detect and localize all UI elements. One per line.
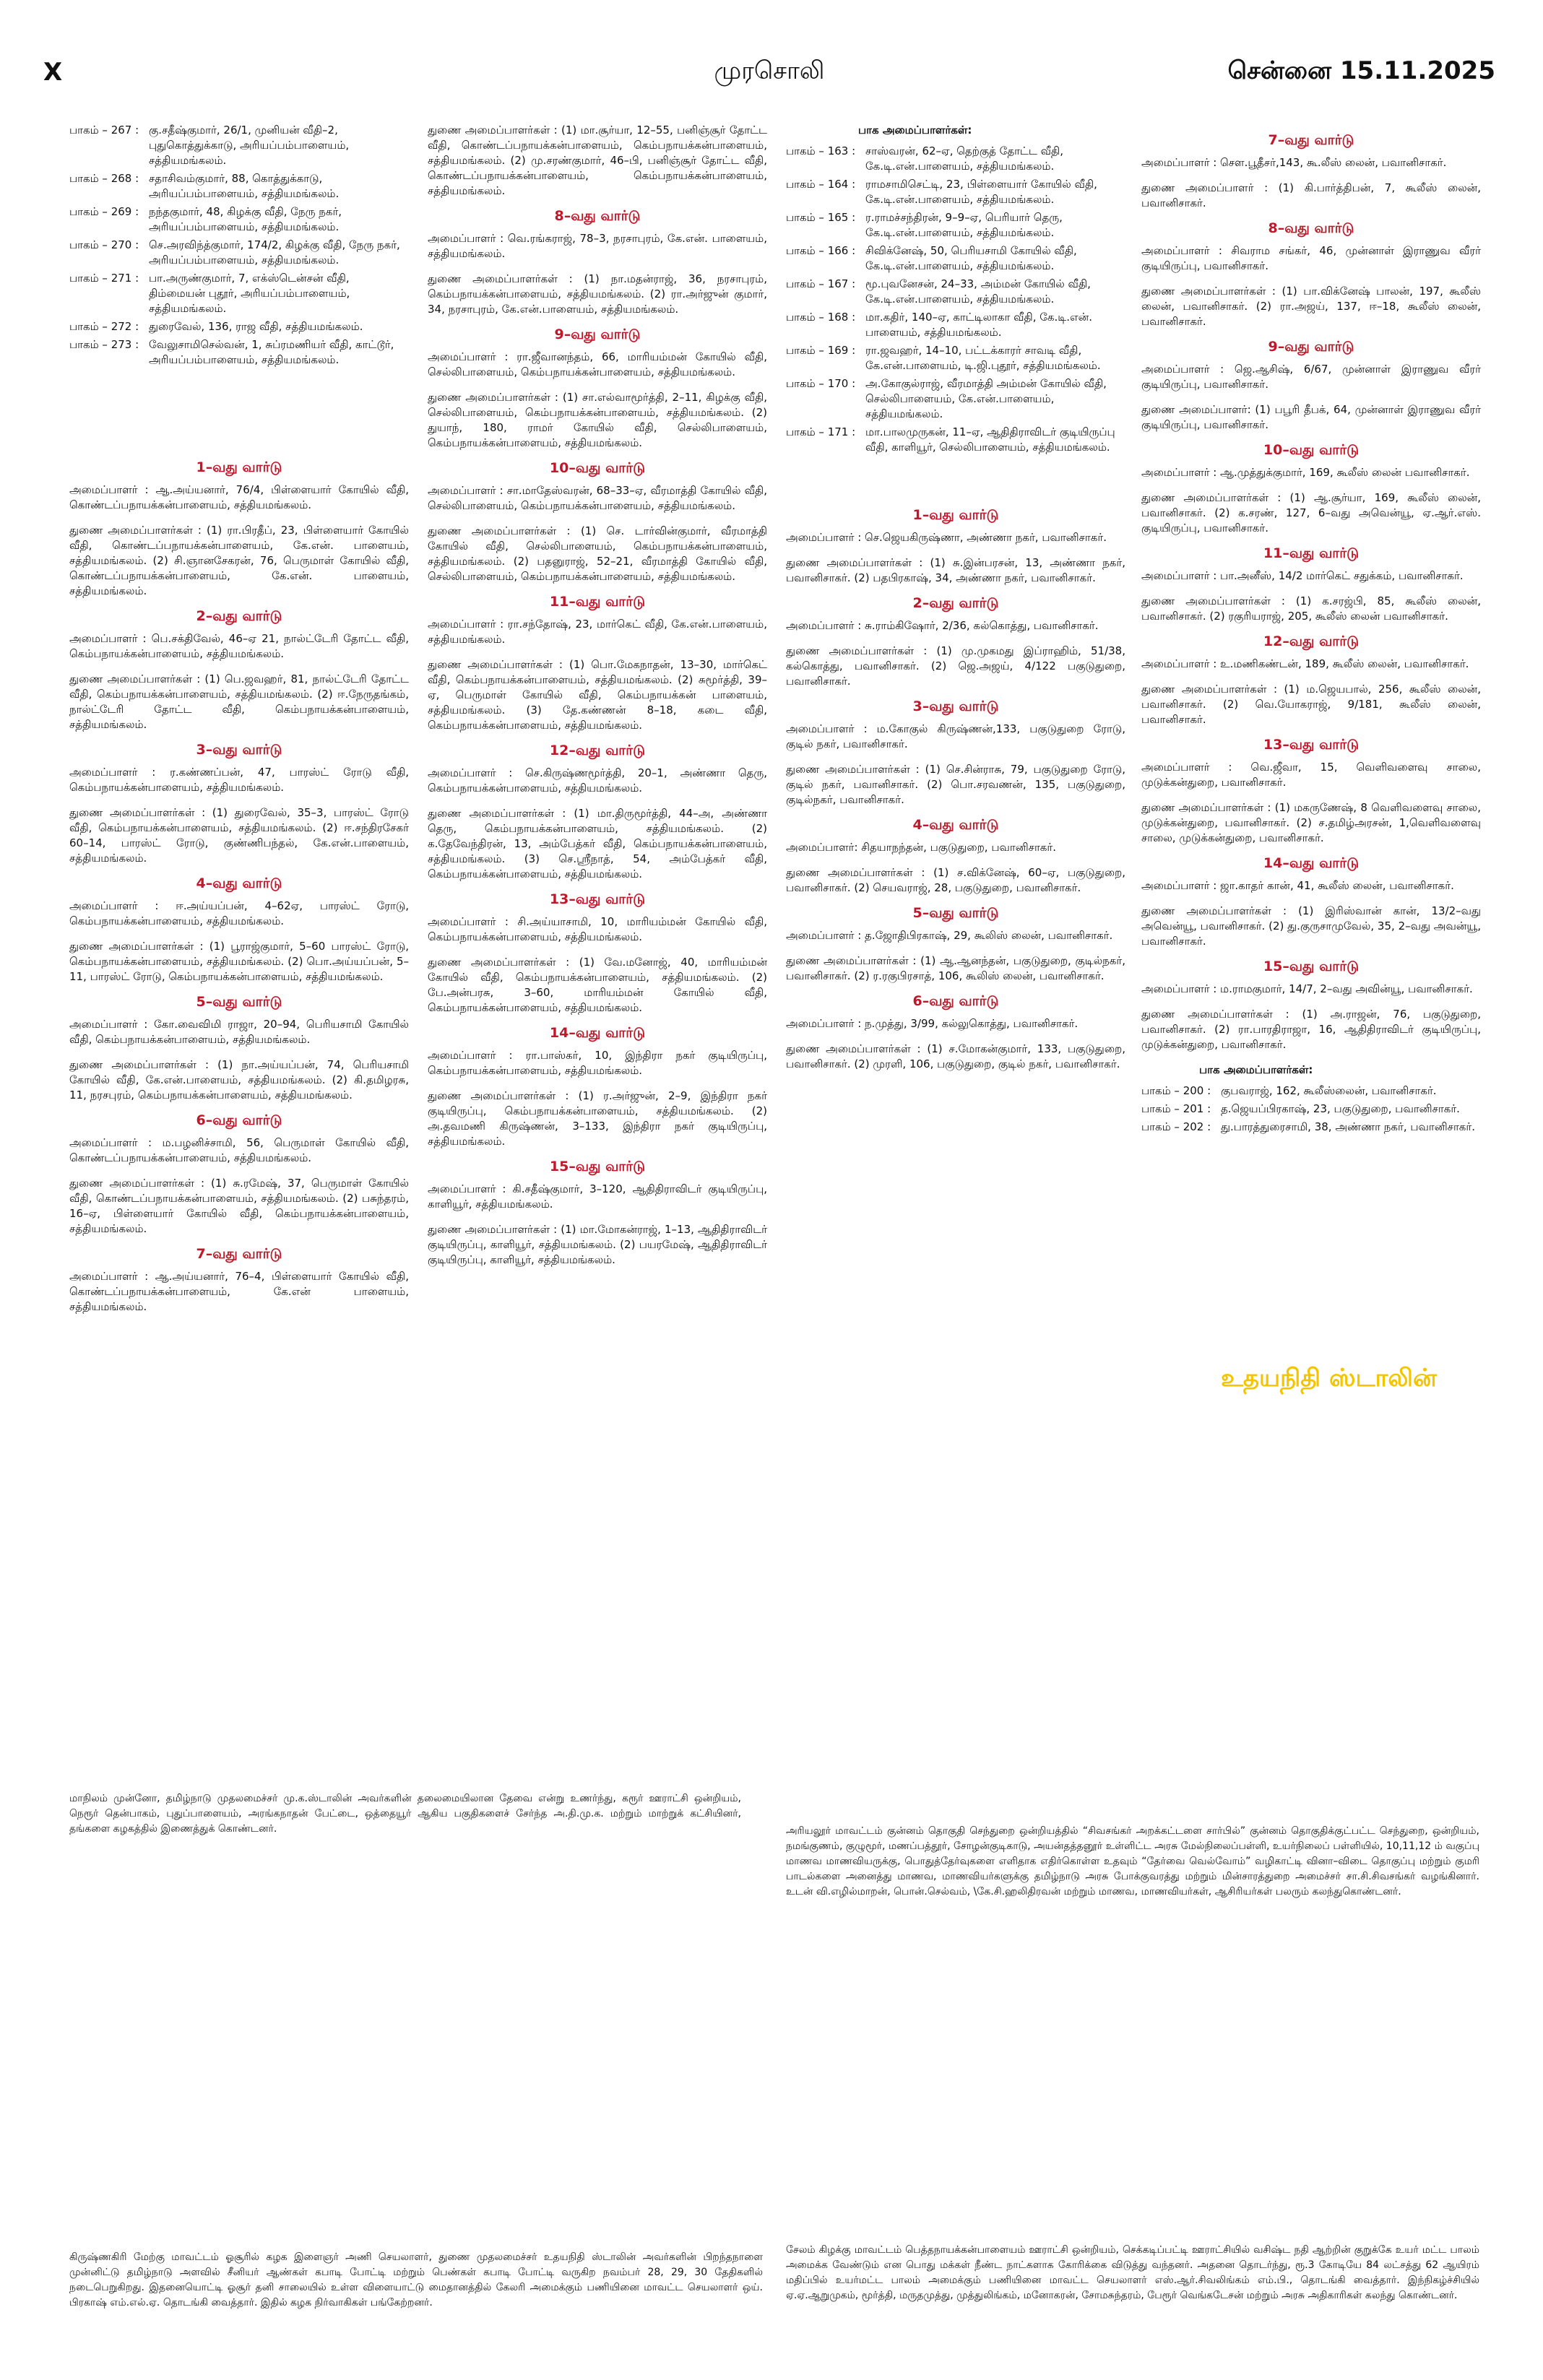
booth-organiser: ர.ராமச்சந்திரன், 9–9–ஏ, பெரியார் தெரு, கே.டி.என்.பாளையம், சத்தியமங்கலம். bbox=[865, 211, 1063, 239]
ward-organiser: அமைப்பாளர் : வெ.ஜீவா, 15, வெளிவளைவு சாலை, முடுக்கன்துறை, பவானிசாகர். bbox=[1141, 761, 1481, 789]
ward-title: 10–வது வார்டு bbox=[1263, 442, 1360, 458]
booth-organiser: வேலுசாமிசெல்வன், 1, சுப்ரமணியர் வீதி, காட்டூர், அரியப்பம்பாளையம், சத்தியமங்கலம். bbox=[149, 338, 394, 366]
ward-organiser: அமைப்பாளர் : ம.கோகுல் கிருஷ்ணன்,133, பகுடுதுறை ரோடு, குடில் நகர், பவானிசாகர். bbox=[786, 722, 1125, 750]
ward-organiser: அமைப்பாளர் : கி.சதீஷ்குமார், 3–120, ஆதிதிராவிடர் குடியிருப்பு, காளியூர், சத்தியமங்கலம். bbox=[428, 1182, 767, 1211]
ward-organiser: அமைப்பாளர் : ஆ.முத்துக்குமார், 169, கூலீஸ் லைன் பவானிசாகர். bbox=[1141, 466, 1470, 479]
booth-number: பாகம் – 164 : bbox=[786, 178, 856, 191]
ward-deputies: துணை அமைப்பாளர் : (1) கி.பார்த்திபன், 7, கூலீஸ் லைன், பவானிசாகர். bbox=[1141, 181, 1481, 209]
spacer bbox=[69, 371, 409, 450]
ward-title: 13–வது வார்டு bbox=[1263, 737, 1360, 753]
ward-title: 7–வது வார்டு bbox=[196, 1246, 282, 1262]
ward-title: 14–வது வார்டு bbox=[1263, 855, 1360, 871]
ward-list bbox=[786, 508, 1125, 1072]
ward-deputies: துணை அமைப்பாளர்கள் : (1) நா.அய்யப்பன், 74, பெரியசாமி கோயில் வீதி, கே.என்.பாளையம், சத்தியமங்கலம். (2) கி.தமிழரசு, 11, நரசபுரம், கெம்பநாயக்கன்பாளையம், சத்தியமங்கலம். bbox=[69, 1058, 409, 1102]
ward-deputies: துணை அமைப்பாளர்கள் : (1) ச.மோகன்குமார், 133, பகுடுதுறை, பவானிசாகர். (2) முரளி, 106, பகுடுதுறை, குடில் நகர், பவானிசாகர். bbox=[786, 1042, 1125, 1070]
ward-organiser: அமைப்பாளர் : ம.ராமகுமார், 14/7, 2–வது அவின்யூ, பவானிசாகர். bbox=[1141, 982, 1473, 995]
ward-organiser: அமைப்பாளர் : ரா.ஜீவானந்தம், 66, மாரியம்மன் கோயில் வீதி, செல்லிபாளையம், கெம்பநாயக்கன்பாளையம், சத்தியமங்கலம். bbox=[428, 350, 767, 378]
intro-paragraph: துணை அமைப்பாளர்கள் : (1) மா.சூர்யா, 12–55, பனிஞ்சூர் தோட்ட வீதி, கொண்டப்பநாயக்கன்பாளையம், கெம்பநாயக்கன்பாளையம், சத்தியமங்கலம். (2) மு.சரண்குமார், 46–பி, பனிஞ்சூர் தோட்ட வீதி, கொண்டப்பநாயக்கன்பாளையம், கெம்பநாயக்கன்பாளையம், சத்தியமங்கலம். bbox=[428, 124, 767, 197]
photo-caption: கிருஷ்ணகிரி மேற்கு மாவட்டம் ஓசூரில் கழக இளைஞர் அணி செயலாளர், துணை முதலமைச்சர் உதயநிதி ஸ்டாலின் அவர்களின் பிறந்தநாளை முன்னிட்டு தமிழ்நாடு அளவில் சீனியர் ஆண்கள் கபாடி போட்டி மற்றும் பெண்கள் கபாடி போட்டி வருகிற நவம்பர் 28, 29, 30 தேதிகளில் நடைபெறுகிறது. இதனையொட்டி ஓசூர் தனி சாலையில் உள்ள விளையாட்டு மைதானத்தில் கேலரி அமைக்கும் பணியினை மாவட்ட செயலாளர் ஒய். பிரகாஷ் எம்.எல்.ஏ. தொடங்கி வைத்தார். இதில் கழக நிர்வாகிகள் பங்கேற்றனர். bbox=[69, 2251, 763, 2308]
spacer bbox=[786, 458, 1125, 498]
ward-organiser: அமைப்பாளர் : உ.மணிகண்டன், 189, கூலீஸ் லைன், பவானிசாகர். bbox=[1141, 657, 1469, 670]
ward-title: 1–வது வார்டு bbox=[912, 507, 999, 523]
booth-organiser: மூ.புவனேசன், 24–33, அம்மன் கோயில் வீதி, கே.டி.என்.பாளையம், சத்தியமங்கலம். bbox=[865, 277, 1091, 306]
ward-deputies: துணை அமைப்பாளர்கள் : (1) மா.திருமூர்த்தி, 44–அ, அண்ணா தெரு, கெம்பநாயக்கன்பாளையம், சத்தியமங்கலம். (2) க.தேவேந்திரன், 13, அம்பேத்கர் வீதி, கெம்பநாயக்கன்பாளையம், சத்தியமங்கலம். (3) செ.ஸ்ரீநாத், 54, அம்பேத்கர் வீதி, கெம்பநாயக்கன்பாளையம், சத்தியமங்கலம். bbox=[428, 807, 767, 880]
ward-title: 5–வது வார்டு bbox=[196, 994, 282, 1010]
ward-organiser: அமைப்பாளர் : ஆ.அய்யனார், 76/4, பிள்ளையார் கோயில் வீதி, கொண்டப்பநாயக்கன்பாளையம், சத்தியமங்கலம். bbox=[69, 483, 409, 511]
ward-title: 14–வது வார்டு bbox=[549, 1025, 646, 1041]
ward-organiser: அமைப்பாளர் : ர.கண்ணப்பன், 47, பாரஸ்ட் ரோடு வீதி, கெம்பநாயக்கன்பாளையம், சத்தியமங்கலம். bbox=[69, 766, 409, 794]
booth-organiser: கு.சதீஷ்குமார், 26/1, முனியன் வீதி–2, புதுகொத்துக்காடு, அரியப்பம்பாளையம், சத்தியமங்கலம். bbox=[149, 124, 350, 167]
ward-organiser: அமைப்பாளர் : செ.கிருஷ்ணமூர்த்தி, 20–1, அண்ணா தெரு, கெம்பநாயக்கன்பாளையம், சத்தியமங்கலம். bbox=[428, 766, 767, 795]
ward-deputies: துணை அமைப்பாளர்கள் : (1) சு.ரமேஷ், 37, பெருமாள் கோயில் வீதி, கொண்டப்பநாயக்கன்பாளையம், சத்தியமங்கலம். (2) பசுந்தரம், 16–ஏ, பிள்ளையார் கோயில் வீதி, கெம்பநாயக்கன்பாளையம், சத்தியமங்கலம். bbox=[69, 1177, 409, 1235]
ward-organiser: அமைப்பாளர் : ஜெ.ஆசிஷ், 6/67, முன்னாள் இராணுவ வீரர் குடியிருப்பு, பவானிசாகர். bbox=[1141, 363, 1481, 391]
booth-row bbox=[786, 277, 1125, 307]
ward-deputies: துணை அமைப்பாளர்கள் : (1) துரைவேல், 35–3, பாரஸ்ட் ரோடு வீதி, கெம்பநாயக்கன்பாளையம், சத்தியமங்கலம். (2) ஈ.சந்திரசேகர் 60–14, பாரஸ்ட் ரோடு, குண்ணிபந்தல், கே.என்.பாளையம், சத்தியமங்கலம். bbox=[69, 806, 409, 865]
signature: உதயநிதி ஸ்டாலின் bbox=[1221, 1364, 1437, 1393]
ward-deputies: துணை அமைப்பாளர்கள் : (1) பா.விக்னேஷ் பாலன், 197, கூலீஸ் லைன், பவானிசாகர். (2) ரா.அஜய், 137, ஈ–18, கூலீஸ் லைன், பவானிசாகர். bbox=[1141, 285, 1481, 328]
ward-organiser: அமைப்பாளர் : செ.ஜெயகிருஷ்ணா, அண்ணா நகர், பவானிசாகர். bbox=[786, 531, 1107, 544]
booth-row bbox=[786, 425, 1125, 455]
ward-deputies: துணை அமைப்பாளர்கள் : (1) இரிஸ்வான் கான், 13/2–வது அவென்யூ, பவானிசாகர். (2) து.குருசாமுவேல், 35, 2–வது அவன்யூ, பவானிசாகர். bbox=[1141, 904, 1481, 948]
booth-row bbox=[786, 210, 1125, 241]
ward-deputies: துணை அமைப்பாளர்கள் : (1) பூராஜ்குமார், 5–60 பாரஸ்ட் ரோடு, கெம்பநாயக்கன்பாளையம், சத்தியமங்கலம். (2) பொ.அய்யப்பன், 5–11, பாரஸ்ட் ரோடு, கெம்பநாயக்கன்பாளையம், சத்தியமங்கலம். bbox=[69, 940, 409, 983]
ward-organiser: அமைப்பாளர் : பா.அனீஸ், 14/2 மார்கெட் சதுக்கம், பவானிசாகர். bbox=[1141, 569, 1464, 582]
booth-row bbox=[69, 337, 409, 368]
booth-number: பாகம் – 167 : bbox=[786, 277, 856, 290]
booth-row bbox=[786, 376, 1125, 422]
booth-organiser: நந்தகுமார், 48, கிழக்கு வீதி, நேரு நகர், அரியப்பம்பாளையம், சத்தியமங்கலம். bbox=[149, 205, 342, 233]
booth-number: பாகம் – 168 : bbox=[786, 311, 856, 324]
booth-row bbox=[69, 123, 409, 168]
ward-deputies: துணை அமைப்பாளர்கள் : (1) அ.ராஜன், 76, பகுடுதுறை, பவானிசாகர். (2) ரா.பாரதிராஜா, 16, ஆதிதிராவிடர் குடியிருப்பு, முடுக்கன்துறை, பவானிசாகர். bbox=[1141, 1008, 1481, 1051]
ward-deputies: துணை அமைப்பாளர்கள் : (1) செ. டார்வின்குமார், வீரமாத்தி கோயில் வீதி, செல்லிபாளையம், கெம்பநாயக்கன்பாளையம், சத்தியமங்கலம். (2) பதனுராஜ், 52–21, வீரமாத்தி கோயில் வீதி, செல்லிபாளையம், கெம்பநாயக்கன்பாளையம், சத்தியமங்கலம். bbox=[428, 524, 767, 583]
ward-deputies: துணை அமைப்பாளர்கள் : (1) மு.முகமது இப்ராஹிம், 51/38, கல்கொத்து, பவானிசாகர். (2) ஜெ.அஜய், 4/122 பகுடுதுறை, பவானிசாகர். bbox=[786, 644, 1125, 688]
ward-title: 4–வது வார்டு bbox=[912, 817, 999, 833]
ward-deputies: துணை அமைப்பாளர்கள் : (1) சு.இன்பரசன், 13, அண்ணா நகர், பவானிசாகர். (2) பதபிரகாஷ், 34, அண்ணா நகர், பவானிசாகர். bbox=[786, 556, 1125, 584]
ward-list bbox=[1141, 133, 1481, 1052]
booth-organiser: குபவராஜ், 162, கூலீஸ்லைன், பவானிசாகர். bbox=[1221, 1084, 1437, 1097]
ward-title: 1–வது வார்டு bbox=[196, 459, 282, 475]
booth-organiser: ராமசாமிசெட்டி, 23, பிள்ளையார் கோயில் வீதி, கே.டி.என்.பாளையம், சத்தியமங்கலம். bbox=[865, 178, 1097, 206]
booth-number: பாகம் – 200 : bbox=[1141, 1084, 1211, 1097]
booth-row bbox=[69, 204, 409, 235]
photo-caption: மாநிலம் முன்னோ, தமிழ்நாடு முதலமைச்சர் மு.க.ஸ்டாலின் அவர்களின் தலைமையிலான தேவை என்று உணர்ந்து, கரூர் ஊராட்சி ஒன்றியம், நெரூர் தென்பாகம், புதுப்பாளையம், அரங்கநாதன் பேட்டை, ஒத்தையூர் ஆகிய பகுதிகளைச் சேர்ந்த அ.தி.மு.க. மற்றும் மாற்றுக் கட்சியினர், தங்களை கழகத்தில் இணைத்துக் கொண்டனர். bbox=[69, 1793, 741, 1835]
booth-row bbox=[1141, 1120, 1481, 1135]
ward-title: 2–வது வார்டு bbox=[196, 608, 282, 624]
photo-caption: சேலம் கிழக்கு மாவட்டம் பெத்தநாயக்கன்பாளையம் ஊராட்சி ஒன்றியம், செக்கடிப்பட்டி ஊராட்சியில் வசிஷ்ட நதி ஆற்றின் குறுக்கே உயர் மட்ட பாலம் அமைக்க வேண்டும் என பொது மக்கள் நீண்ட நாட்களாக கோரிக்கை விடுத்து வந்தனர். அதனை தொடர்ந்து, ரூ.3 கோடியே 84 லட்சத்து 62 ஆயிரம் மதிப்பில் உயர்மட்ட பாலம் அமைக்கும் பணியினை மாவட்ட செயலாளர் எஸ்.ஆர்.சிவலிங்கம் எம்.பி., தொடங்கி வைத்தார். இந்நிகழ்ச்சியில் ஏ.ஏ.ஆறுமுகம், மூர்த்தி, மருதமுத்து, முத்துலிங்கம், மனோகரன், சோமசுந்தரம், பேரூர் வெங்கடேசன் மற்றும் அரசு அதிகாரிகள் கலந்து கொண்டனர். bbox=[786, 2244, 1479, 2301]
booth-number: பாகம் – 166 : bbox=[786, 244, 856, 257]
booth-organiser: துரைவேல், 136, ராஜ வீதி, சத்தியமங்கலம். bbox=[149, 320, 363, 333]
booth-organiser: செ.அரவிந்த்குமார், 174/2, கிழக்கு வீதி, நேரு நகர், அரியப்பம்பாளையம், சத்தியமங்கலம். bbox=[149, 238, 400, 267]
ward-title: 9–வது வார்டு bbox=[554, 326, 641, 342]
booth-number: பாகம் – 273 : bbox=[69, 338, 139, 351]
ward-deputies: துணை அமைப்பாளர்கள் : (1) ஆ.சூர்யா, 169, கூலீஸ் லைன், பவானிசாகர். (2) க.சரண், 127, 6–வது அவென்யூ, ஏ.ஆர்.எஸ். குடியிருப்பு, பவானிசாகர். bbox=[1141, 491, 1481, 535]
ward-deputies: துணை அமைப்பாளர்கள் : (1) ர.அர்ஜுன், 2–9, இந்திரா நகர் குடியிருப்பு, கெம்பநாயக்கன்பாளையம், சத்தியமங்கலம். (2) அ.தவமணி கிருஷ்ணன், 3–133, இந்திரா நகர் குடியிருப்பு, சத்தியமங்கலம். bbox=[428, 1089, 767, 1148]
newspaper-masthead: முரசொலி bbox=[714, 56, 825, 85]
ward-organiser: அமைப்பாளர் : சு.ராம்கிஷோர், 2/36, கல்கொத்து, பவானிசாகர். bbox=[786, 619, 1099, 632]
ward-organiser: அமைப்பாளர் : ரா.சந்தோஷ், 23, மார்கெட் வீதி, கே.என்.பாளையம், சத்தியமங்கலம். bbox=[428, 618, 767, 646]
booth-row bbox=[69, 319, 409, 334]
ward-organiser: அமைப்பாளர்: சிதயாநந்தன், பகுடுதுறை, பவானிசாகர். bbox=[786, 841, 1056, 854]
ward-organiser: அமைப்பாளர் : ந.முத்து, 3/99, கல்லுகொத்து, பவானிசாகர். bbox=[786, 1017, 1079, 1030]
ward-list bbox=[69, 460, 409, 1315]
booth-heading: பாக அமைப்பாளர்கள்: bbox=[1199, 1063, 1313, 1076]
booth-organiser: மா.கதிர், 140–ஏ, காட்டிலாகா வீதி, கே.டி.என். பாளையம், சத்தியமங்கலம். bbox=[865, 311, 1092, 339]
ward-title: 11–வது வார்டு bbox=[1263, 545, 1360, 561]
ward-deputies: துணை அமைப்பாளர்கள் : (1) ம.ஜெயபால், 256, கூலீஸ் லைன், பவானிசாகர். (2) வெ.யோகராஜ், 9/181, கூலீஸ் லைன், பவானிசாகர். bbox=[1141, 683, 1481, 726]
ward-organiser: அமைப்பாளர் : த.ஜோதிபிரகாஷ், 29, கூலிஸ் லைன், பவானிசாகர். bbox=[786, 929, 1113, 942]
ward-deputies: துணை அமைப்பாளர்கள் : (1) நா.மதன்ராஜ், 36, நரசாபுரம், கெம்பநாயக்கன்பாளையம், சத்தியமங்கலம். (2) ரா.அர்ஜுன் குமார், 34, நரசாபுரம், கே.என்.பாளையம், சத்தியமங்கலம். bbox=[428, 272, 767, 316]
ward-title: 12–வது வார்டு bbox=[1263, 633, 1360, 649]
booth-row bbox=[786, 343, 1125, 373]
booth-organiser: ரா.ஜவஹர், 14–10, பட்டக்காரர் சாவடி வீதி, கே.என்.பாளையம், டி.ஜி.புதூர், சத்தியமங்கலம். bbox=[865, 344, 1101, 372]
column-2 bbox=[428, 123, 767, 1278]
ward-title: 10–வது வார்டு bbox=[549, 460, 646, 476]
ward-organiser: அமைப்பாளர் : சிவராம சங்கர், 46, முன்னாள் இராணுவ வீரர் குடியிருப்பு, பவானிசாகர். bbox=[1141, 244, 1481, 272]
photo-caption: அரியலூர் மாவட்டம் குன்னம் தொகுதி செந்துறை ஒன்றியத்தில் “சிவசங்கர் அறக்கட்டளை சார்பில்” குன்னம் தொகுதிக்குட்பட்ட செந்துறை, ஒன்றியம், நமங்குணம், குழுமூர், மணப்பத்தூர், சோழன்குடிகாடு, அயன்தத்தனூர் உள்ளிட்ட அரசு மேல்நிலைப்பள்ளி, உயர்நிலைப் பள்ளியில், 10,11,12 ம் வகுப்பு மாணவ மாணவியருக்கு, பொதுத்தேர்வுகளை எளிதாக எதிர்கொள்ள உதவும் “தேர்வை வெல்வோம்” வழிகாட்டி வினா–விடை தொகுப்பு மற்றும் குமரி பாடல்களை அனைத்து மாணவ, மாணவியர்களுக்கு தமிழ்நாடு அரசு போக்குவரத்து மற்றும் மின்சாரத்துறை அமைச்சர் சா.சி.சிவசங்கர் வழங்கினார். உடன் வி.எழில்மாறன், பொன்.செல்வம், \கே.சி.ஹலிதிரவன் மற்றும் மாணவ, மாணவியர்கள், ஆசிரியர்கள் பலரும் கலந்துகொண்டனர். bbox=[786, 1825, 1479, 1897]
booth-number: பாகம் – 271 : bbox=[69, 272, 139, 285]
column-4 bbox=[1141, 123, 1481, 1138]
ward-organiser: அமைப்பாளர் : ஜா.காதர் கான், 41, கூலீஸ் லைன், பவானிசாகர். bbox=[1141, 879, 1454, 892]
booth-number: பாகம் – 267 : bbox=[69, 124, 139, 137]
booth-row bbox=[786, 310, 1125, 340]
newspaper-logo-icon: X bbox=[43, 58, 63, 87]
ward-title: 13–வது வார்டு bbox=[549, 891, 646, 907]
ward-deputies: துணை அமைப்பாளர்கள் : (1) செ.சின்ராசு, 79, பகுடுதுறை ரோடு, குடில் நகர், பவானிசாகர். (2) பொ.சரவணன், 135, பகுடுதுறை, குடில்நகர், பவானிசாகர். bbox=[786, 763, 1125, 806]
ward-deputies: துணை அமைப்பாளர்: (1) பபூரி தீபக், 64, முன்னாள் இராணுவ வீரர் குடியிருப்பு, பவானிசாகர். bbox=[1141, 403, 1481, 431]
column-1 bbox=[69, 123, 409, 1325]
ward-title: 15–வது வார்டு bbox=[549, 1159, 646, 1174]
booth-organiser: து.பாரத்துரைசாமி, 38, அண்ணா நகர், பவானிசாகர். bbox=[1221, 1120, 1475, 1133]
ward-organiser: அமைப்பாளர் : ஈ.அய்யப்பன், 4–62ஏ, பாரஸ்ட் ரோடு, கெம்பநாயக்கன்பாளையம், சத்தியமங்கலம். bbox=[69, 899, 409, 927]
booth-number: பாகம் – 170 : bbox=[786, 377, 856, 390]
ward-organiser: அமைப்பாளர் : ம.பழனிச்சாமி, 56, பெருமாள் கோயில் வீதி, கொண்டப்பநாயக்கன்பாளையம், சத்தியமங்கலம். bbox=[69, 1136, 409, 1164]
dateline: சென்னை 15.11.2025 bbox=[1227, 56, 1495, 85]
page-header bbox=[43, 51, 1495, 94]
ward-deputies: துணை அமைப்பாளர்கள் : (1) பெ.ஜவஹர், 81, நால்ட்டேரி தோட்ட வீதி, கெம்பநாயக்கன்பாளையம், சத்தியமங்கலம். (2) ஈ.நேருதங்கம், நால்ட்டேரி தோட்ட வீதி, கெம்பநாயக்கன்பாளையம், சத்தியமங்கலம். bbox=[69, 672, 409, 731]
booth-number: பாகம் – 169 : bbox=[786, 344, 856, 357]
booth-organiser: சதாசிவம்குமார், 88, கொத்துக்காடு, அரியப்பம்பாளையம், சத்தியமங்கலம். bbox=[149, 172, 340, 200]
booth-row bbox=[69, 171, 409, 202]
booth-row bbox=[1141, 1102, 1481, 1117]
booth-number: பாகம் – 202 : bbox=[1141, 1120, 1211, 1133]
ward-organiser: அமைப்பாளர் : ஆ.அய்யனார், 76–4, பிள்ளையார் கோயில் வீதி, கொண்டப்பநாயக்கன்பாளையம், கே.என் பாளையம், சத்தியமங்கலம். bbox=[69, 1270, 409, 1313]
ward-deputies: துணை அமைப்பாளர்கள் : (1) மா.மோகன்ராஜ், 1–13, ஆதிதிராவிடர் குடியிருப்பு, காளியூர், சத்தியமங்கலம். (2) பயரமேஷ், ஆதிதிராவிடர் குடியிருப்பு, காளியூர், சத்தியமங்கலம். bbox=[428, 1223, 767, 1266]
ward-organiser: அமைப்பாளர் : பெ.சக்திவேல், 46–ஏ 21, நால்ட்டேரி தோட்ட வீதி, கெம்பநாயக்கன்பாளையம், சத்தியமங்கலம். bbox=[69, 632, 409, 660]
ward-title: 8–வது வார்டு bbox=[1268, 220, 1354, 236]
booth-organiser: சாஸ்வரன், 62–ஏ, தெற்குத் தோட்ட வீதி, கே.டி.என்.பாளையம், சத்தியமங்கலம். bbox=[865, 144, 1063, 173]
booth-row bbox=[786, 177, 1125, 207]
ward-deputies: துணை அமைப்பாளர்கள் : (1) வே.மனோஜ், 40, மாரியம்மன் கோயில் வீதி, கெம்பநாயக்கன்பாளையம், சத்தியமங்கலம். (2) பே.அன்பரசு, 3–60, மாரியம்மன் கோயில் வீதி, கெம்பநாயக்கன்பாளையம், சத்தியமங்கலம். bbox=[428, 956, 767, 1014]
booth-list bbox=[69, 123, 409, 368]
booth-number: பாகம் – 171 : bbox=[786, 425, 856, 438]
booth-number: பாகம் – 201 : bbox=[1141, 1102, 1211, 1115]
ward-deputies: துணை அமைப்பாளர்கள் : (1) ஆ.ஆனந்தன், பகுடுதுறை, குடில்நகர், பவானிசாகர். (2) ர.ரகுபிரசாத், 106, கூலிஸ் லைன், பவானிசாகர். bbox=[786, 954, 1125, 982]
ward-title: 11–வது வார்டு bbox=[549, 594, 646, 610]
booth-row bbox=[1141, 1083, 1481, 1099]
booth-number: பாகம் – 163 : bbox=[786, 144, 856, 157]
booth-organiser: மா.பாலமுருகன், 11–ஏ, ஆதிதிராவிடர் குடியிருப்பு வீதி, காளியூர், செல்லிபாளையம், சத்தியமங்கலம். bbox=[865, 425, 1115, 454]
column-3 bbox=[786, 123, 1125, 1082]
booth-number: பாகம் – 165 : bbox=[786, 211, 856, 224]
booth-number: பாகம் – 268 : bbox=[69, 172, 139, 185]
ward-organiser: அமைப்பாளர் : சா.மாதேஸ்வரன், 68–33–ஏ, வீரமாத்தி கோயில் வீதி, செல்லிபாளையம், கெம்பநாயக்கன்பாளையம், சத்தியமங்கலம். bbox=[428, 484, 767, 512]
ward-deputies: துணை அமைப்பாளர்கள் : (1) பொ.மேகநாதன், 13–30, மார்கெட் வீதி, கெம்பநாயக்கன்பாளையம், சத்தியமங்கலம். (2) சுமூர்த்தி, 39–ஏ, பெருமாள் கோயில் வீதி, கெம்பநாயக்கன் பாளையம், சத்தியமங்கலம். (3) தே.கண்ணன் 8–18, கடை வீதி, கெம்பநாயக்கன்பாளையம், சத்தியமங்கலம். bbox=[428, 658, 767, 732]
ward-title: 8–வது வார்டு bbox=[554, 208, 641, 224]
ward-organiser: அமைப்பாளர் : செள.பூதீசர்,143, கூ.லீஸ் லைன், பவானிசாகர். bbox=[1141, 156, 1447, 169]
ward-deputies: துணை அமைப்பாளர்கள் : (1) ரா.பிரதீப், 23, பிள்ளையார் கோயில் வீதி, கொண்டப்பநாயக்கன்பாளையம், கே.என். பாளையம், சத்தியமங்கலம். (2) சி.ஞானசேகரன், 76, பெருமாள் கோயில் வீதி, கொண்டப்பநாயக்கன்பாளையம், கே.என். பாளையம், சத்தியமங்கலம். bbox=[69, 524, 409, 597]
booth-number: பாகம் – 269 : bbox=[69, 205, 139, 218]
ward-title: 3–வது வார்டு bbox=[196, 742, 282, 758]
ward-title: 4–வது வார்டு bbox=[196, 875, 282, 891]
ward-title: 6–வது வார்டு bbox=[196, 1112, 282, 1128]
ward-organiser: அமைப்பாளர் : கோ.வைவிமி ராஜா, 20–94, பெரியசாமி கோயில் வீதி, கெம்பநாயக்கன்பாளையம், சத்தியமங்கலம். bbox=[69, 1018, 409, 1046]
booth-number: பாகம் – 272 : bbox=[69, 320, 139, 333]
ward-title: 3–வது வார்டு bbox=[912, 698, 999, 714]
ward-title: 12–வது வார்டு bbox=[549, 743, 646, 758]
booth-organiser: பா.அருண்குமார், 7, எக்ஸ்டென்சன் வீதி, திம்மையன் புதூர், அரியப்பம்பாளையம், சத்தியமங்கலம். bbox=[149, 272, 350, 315]
ward-title: 6–வது வார்டு bbox=[912, 993, 999, 1009]
ward-organiser: அமைப்பாளர் : ரா.பாஸ்கர், 10, இந்திரா நகர் குடியிருப்பு, கெம்பநாயக்கன்பாளையம், சத்தியமங்கலம். bbox=[428, 1049, 767, 1077]
ward-title: 15–வது வார்டு bbox=[1263, 959, 1360, 974]
booth-organiser: அ.கோகுல்ராஜ், வீரமாத்தி அம்மன் கோயில் வீதி, செல்லிபாளையம், கே.என்.பாளையம், சத்தியமங்கலம். bbox=[865, 377, 1107, 420]
booth-heading: பாக அமைப்பாளர்கள்: bbox=[858, 124, 972, 137]
ward-title: 5–வது வார்டு bbox=[912, 905, 999, 921]
booth-number: பாகம் – 270 : bbox=[69, 238, 139, 251]
ward-organiser: அமைப்பாளர் : சி.அய்யாசாமி, 10, மாரியம்மன் கோயில் வீதி, கெம்பநாயக்கன்பாளையம், சத்தியமங்கலம். bbox=[428, 915, 767, 943]
booth-row bbox=[69, 238, 409, 268]
booth-organiser: த.ஜெயப்பிரகாஷ், 23, பகுடுதுறை, பவானிசாகர். bbox=[1221, 1102, 1460, 1115]
booth-list bbox=[1141, 1083, 1481, 1135]
ward-title: 2–வது வார்டு bbox=[912, 595, 999, 611]
ward-organiser: அமைப்பாளர் : வெ.ரங்கராஜ், 78–3, நரசாபுரம், கே.என். பாளையம், சத்தியமங்கலம். bbox=[428, 232, 767, 260]
booth-list bbox=[786, 144, 1125, 455]
ward-deputies: துணை அமைப்பாளர்கள் : (1) ச.விக்னேஷ், 60–ஏ, பகுடுதுறை, பவானிசாகர். (2) செயவராஜ், 28, பகுடுதுறை, பவானிசாகர். bbox=[786, 866, 1125, 894]
booth-row bbox=[786, 243, 1125, 274]
ward-deputies: துணை அமைப்பாளர்கள் : (1) சா.எல்வாமூர்த்தி, 2–11, கிழக்கு வீதி, செல்லிபாளையம், கெம்பநாயக்கன்பாளையம், சத்தியமங்கலம். (2) துயாந், 180, ராமர் கோயில் வீதி, செல்லிபாளையம், கெம்பநாயக்கன்பாளையம், சத்தியமங்கலம். bbox=[428, 391, 767, 449]
booth-row bbox=[69, 271, 409, 316]
ward-deputies: துணை அமைப்பாளர்கள் : (1) மகருணேஷ், 8 வெளிவளைவு சாலை, முடுக்கன்துறை, பவானிசாகர். (2) ச.தமிழ்அரசன், 1,வெளிவளைவு சாலை, முடுக்கன்துறை, பவானிசாகர். bbox=[1141, 801, 1481, 844]
ward-deputies: துணை அமைப்பாளர்கள் : (1) க.சரஜ்பி, 85, கூலீஸ் லைன், பவானிசாகர். (2) ரகுரியராஜ், 205, கூலீஸ் லைன் பவானிசாகர். bbox=[1141, 594, 1481, 623]
booth-row bbox=[786, 144, 1125, 174]
booth-organiser: சிவிக்னேஷ், 50, பெரியசாமி கோயில் வீதி, கே.டி.என்.பாளையம், சத்தியமங்கலம். bbox=[865, 244, 1077, 272]
ward-title: 7–வது வார்டு bbox=[1268, 132, 1354, 148]
ward-title: 9–வது வார்டு bbox=[1268, 339, 1354, 355]
ward-list bbox=[428, 209, 767, 1268]
